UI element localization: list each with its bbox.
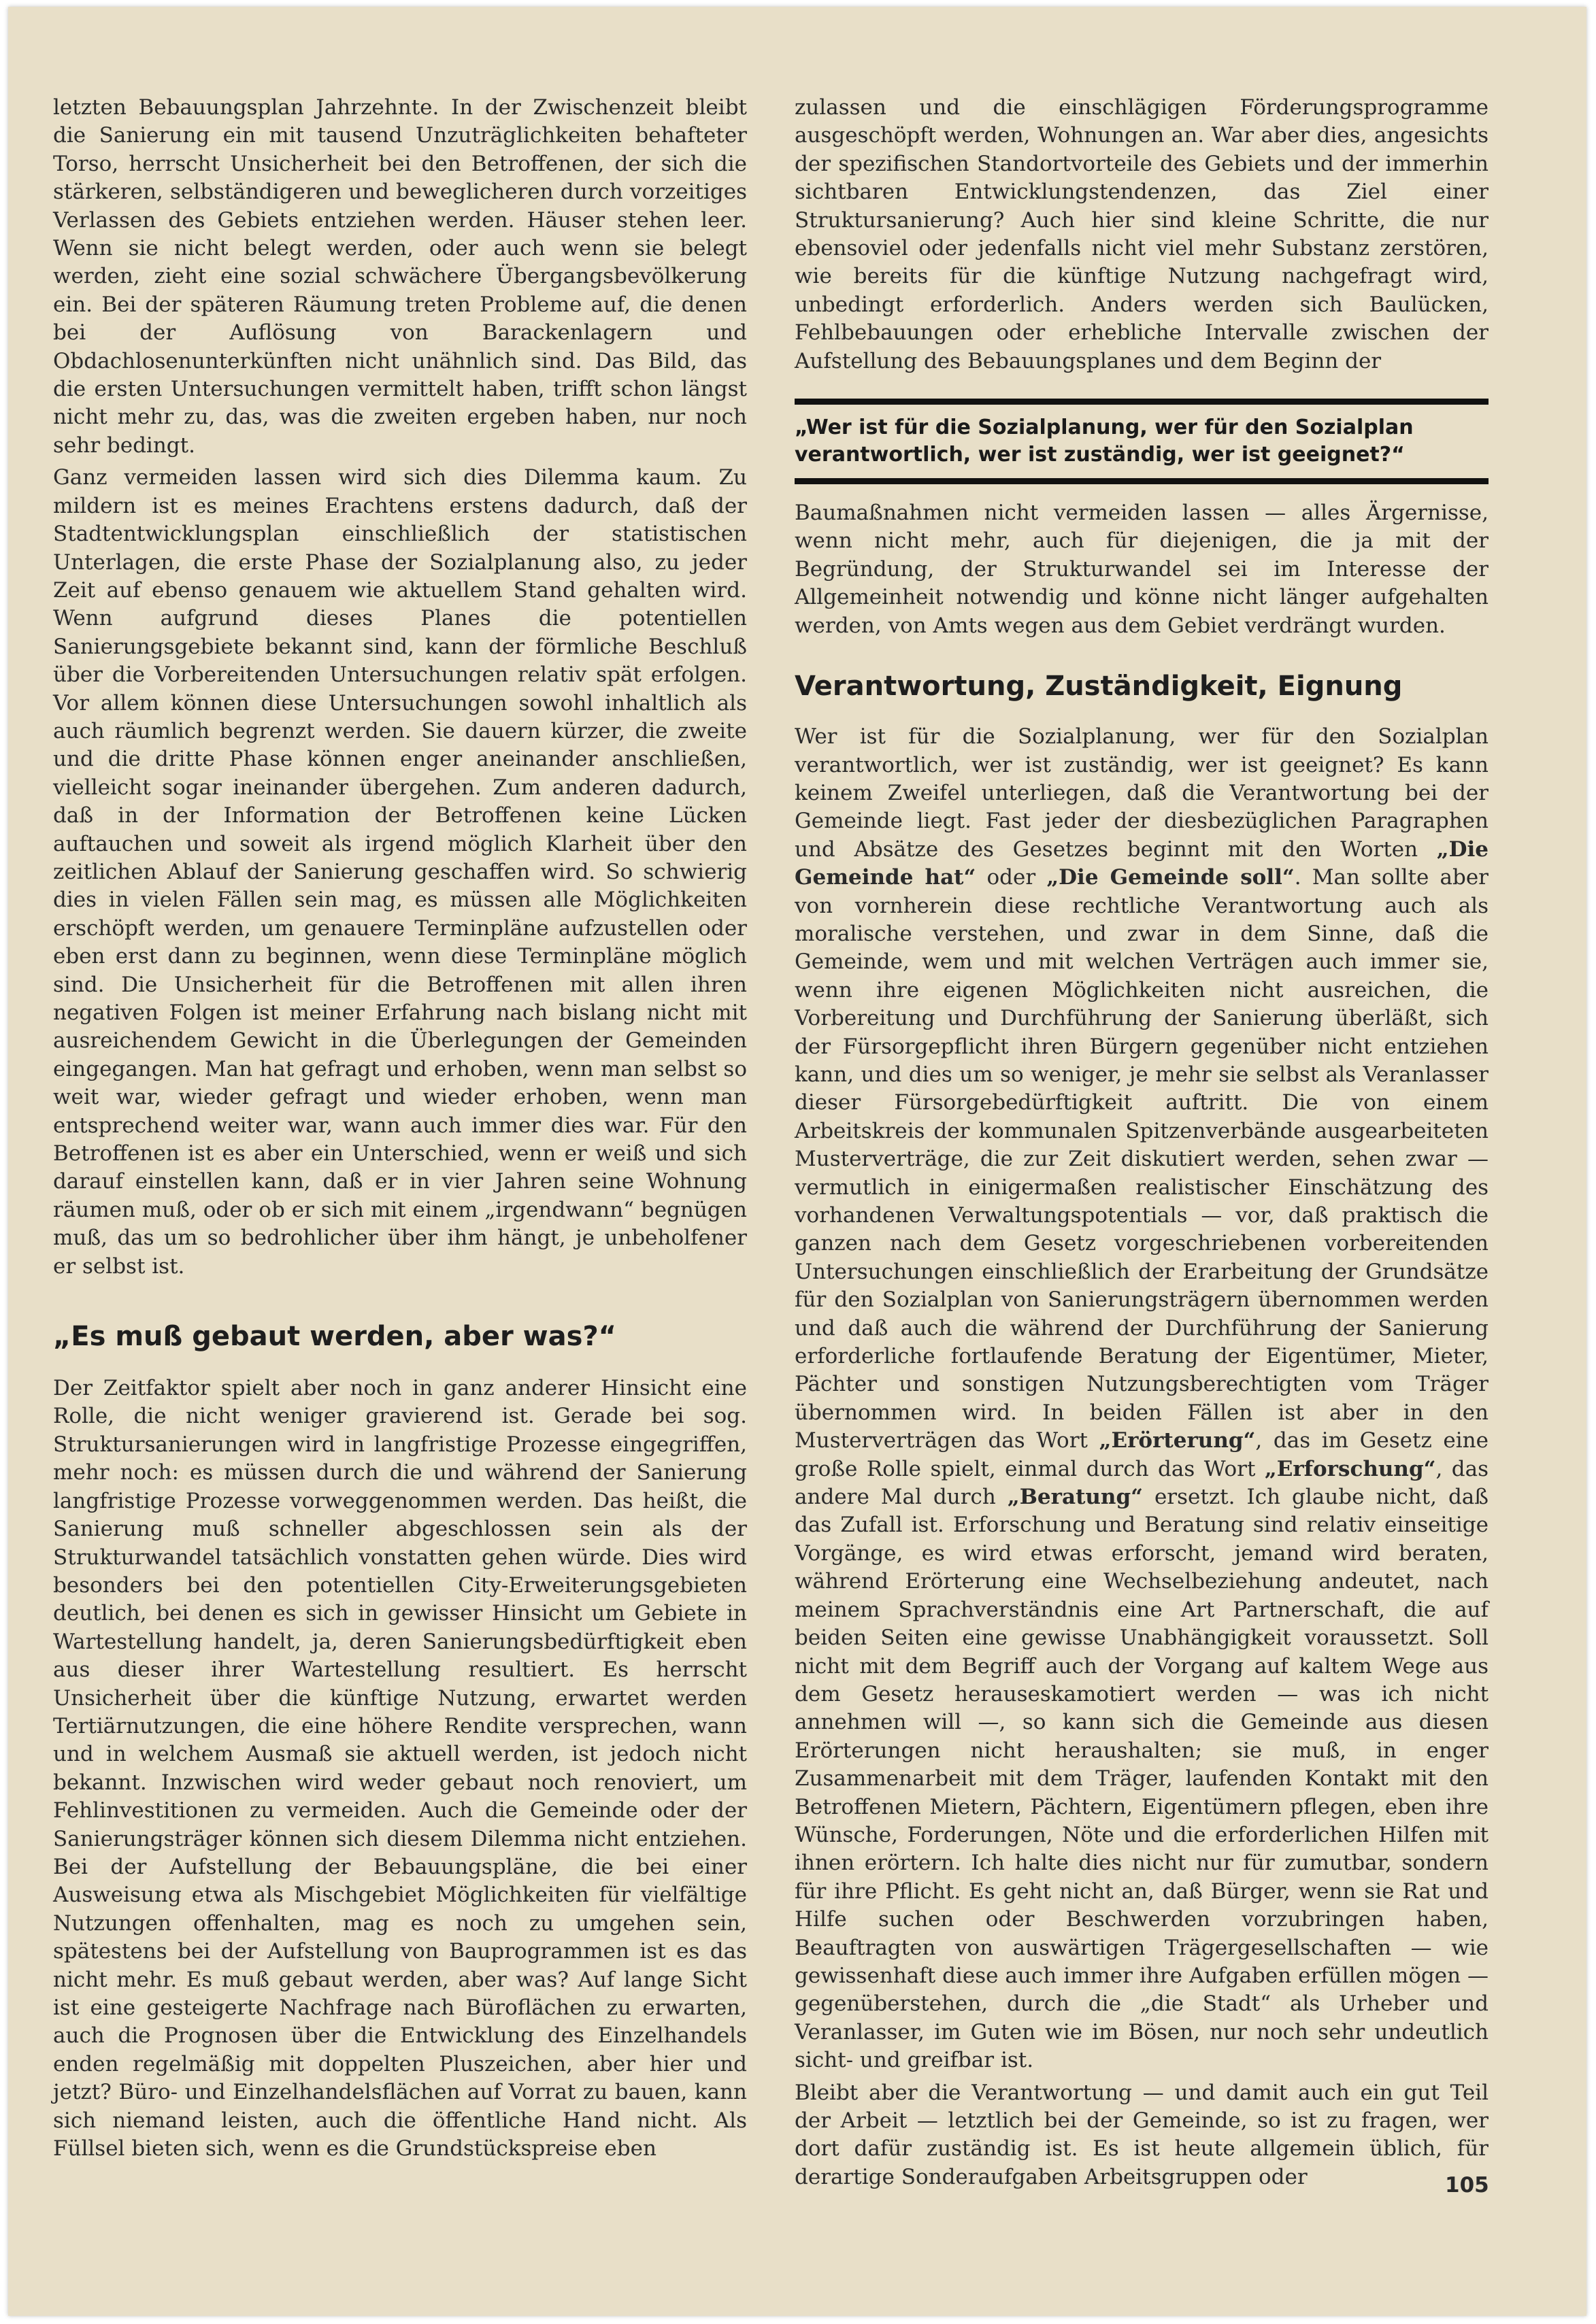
right-column	[795, 94, 1489, 2195]
emphasis-erforschung: „Erforschung“	[1264, 1456, 1436, 1481]
right-paragraph-last: Bleibt aber die Verantwortung — und damit auch ein gut Teil der Arbeit — letztlich bei der Gemeinde, so ist zu fragen, wer dort dafür zuständig ist. Es ist heute allgemein üblich, für derartige Sonderaufgaben Arbeitsgruppen oder	[795, 2080, 1489, 2189]
left-paragraph-3: Der Zeitfaktor spielt aber noch in ganz anderer Hinsicht eine Rolle, die nicht weniger gravierend ist. Gerade bei sog. Struktursanierungen wird in langfristige Prozesse eingegriffen, mehr noch: es müssen durch die und während der Sanierung langfristige Prozesse vorweggenommen werden. Das heißt, die Sanierung muß schneller abgeschlossen sein als der Strukturwandel tatsächlich vonstatten gehen würde. Dies wird besonders bei den potentiellen City-Erweiterungsgebieten deutlich, bei denen es sich in gewisser Hinsicht um Gebiete in Wartestellung handelt, ja, deren Sanierungsbedürftigkeit eben aus dieser ihrer Wartestellung resultiert. Es herrscht Unsicherheit über die künftige Nutzung, erwartet werden Tertiärnutzungen, die eine höhere Rendite versprechen, wann und in welchem Ausmaß sie aktuell werden, ist jedoch nicht bekannt. Inzwischen wird weder gebaut noch renoviert, um Fehlinvestitionen zu vermeiden. Auch die Gemeinde oder der Sanierungsträger können sich diesem Dilemma nicht entziehen. Bei der Aufstellung der Bebauungspläne, die bei einer Ausweisung etwa als Mischgebiet Möglichkeiten für vielfältige Nutzungen offenhalten, mag es noch zu umgehen sein, spätestens bei der Aufstellung von Bauprogrammen ist es das nicht mehr. Es muß gebaut werden, aber was? Auf lange Sicht ist eine gesteigerte Nachfrage nach Büroflächen zu erwarten, auch die Prognosen über die Entwicklung des Einzelhandels enden regelmäßig mit doppelten Pluszeichen, aber hier und jetzt? Büro- und Einzelhandelsflächen auf Vorrat zu bauen, kann sich niemand leisten, auch die öffentliche Hand nicht. Als Füllsel bieten sich, wenn es die Grundstückspreise eben	[53, 1376, 747, 2161]
text-run: . Man sollte aber von vornherein diese rechtliche Verantwortung auch als moralische verstehen, und zwar in dem Sinne, daß die Gemeinde, wem und mit welchen Verträgen auch immer sie, wenn ihre eigenen Möglichkeiten nicht ausreichen, die Vorbereitung und Durchführung der Sanierung überläßt, sich der Fürsorgepflicht ihren Bürgern gegenüber nicht entziehen kann, und dies um so weniger, je mehr sie selbst als Veranlasser dieser Fürsorgebedürftigkeit auftritt. Die von einem Arbeitskreis der kommunalen Spitzenverbände ausgearbeiteten Musterverträge, die zur Zeit diskutiert werden, sehen zwar — vermutlich in einigermaßen realistischer Einschätzung des vorhandenen Verwaltungspotentials — vor, daß praktisch die ganzen nach dem Gesetz vorgeschriebenen vorbereitenden Untersuchungen einschließlich der Erarbeitung der Grundsätze für den Sozialplan von Sanierungsträgern übernommen werden und daß auch die während der Durchführung der Sanierung erforderliche fortlaufende Beratung der Eigentümer, Mieter, Pächter und sonstigen Nutzungsberechtigten vom Träger übernommen wird. In beiden Fällen ist aber in den Musterverträgen das Wort	[795, 865, 1489, 1453]
right-paragraph-verantwortung	[795, 723, 1489, 2075]
right-paragraph-intro: zulassen und die einschlägigen Förderungsprogramme ausgeschöpft werden, Wohnungen an. War aber dies, angesichts der spezifischen Standortvorteile des Gebiets und der immerhin sichtbaren Entwicklungstendenzen, das Ziel einer Struktursanierung? Auch hier sind kleine Schritte, die nur ebensoviel oder jedenfalls nicht viel mehr Substanz zerstören, wie bereits für die künftige Nutzung nachgefragt wird, unbedingt erforderlich. Anders werden sich Baulücken, Fehlbebauungen oder erhebliche Intervalle zwischen der Aufstellung des Bebauungsplanes und dem Beginn der	[795, 95, 1489, 373]
emphasis-beratung: „Beratung“	[1007, 1485, 1143, 1510]
section-heading-verantwortung: Verantwortung, Zuständigkeit, Eignung	[795, 671, 1403, 703]
text-run: ersetzt. Ich glaube nicht, daß das Zufall ist. Erforschung und Beratung sind relativ einseitige Vorgänge, es wird etwas erforscht, jemand wird beraten, während Erörterung eine Wechselbeziehung andeutet, nach meinem Sprachverständnis eine Art Partnerschaft, die auf beiden Seiten eine gewisse Unabhängigkeit voraussetzt. Soll nicht mit dem Begriff auch der Vorgang auf kaltem Wege aus dem Gesetz herauseskamotiert werden — was ich nicht annehmen will —, so kann sich die Gemeinde aus diesen Erörterungen nicht heraushalten; sie muß, in enger Zusammenarbeit mit dem Träger, laufenden Kontakt mit den Betroffenen Mietern, Pächtern, Eigentümern pflegen, eben ihre Wünsche, Forderungen, Nöte und die erforderlichen Hilfen mit ihnen erörtern. Ich halte dies nicht nur für zumutbar, sondern für ihre Pflicht. Es geht nicht an, daß Bürger, wenn sie Rat und Hilfe suchen oder Beschwerden vorzubringen haben, Beauftragten von auswärtigen Trägergesellschaften — wie gewissenhaft diese auch immer ihre Aufgaben erfüllen mögen — gegenüberstehen, durch die „die Stadt“ als Urheber und Veranlasser, im Guten wie im Bösen, nur noch sehr undeutlich sicht- und greifbar ist.	[795, 1485, 1489, 2073]
document-page	[8, 7, 1586, 2316]
left-column	[53, 94, 747, 2167]
page-number: 105	[1445, 2173, 1489, 2197]
left-paragraph-2: Ganz vermeiden lassen wird sich dies Dilemma kaum. Zu mildern ist es meines Erachtens erstens dadurch, daß der Stadtentwicklungsplan einschließlich der statistischen Unterlagen, die erste Phase der Sozialplanung also, zu jeder Zeit auf ebenso genauem wie aktuellem Stand gehalten wird. Wenn aufgrund dieses Planes die potentiellen Sanierungsgebiete bekannt sind, kann der förmliche Beschluß über die Vorbereitenden Untersuchungen relativ spät erfolgen. Vor allem können diese Untersuchungen sowohl inhaltlich als auch räumlich begrenzt werden. Sie dauern kürzer, die zweite und die dritte Phase können enger aneinander anschließen, vielleicht sogar ineinander übergehen. Zum anderen dadurch, daß in der Information der Betroffenen keine Lücken auftauchen und soweit als irgend möglich Klarheit über den zeitlichen Ablauf der Sanierung geschaffen wird. So schwierig dies in vielen Fällen sein mag, es müssen alle Möglichkeiten erschöpft werden, um genauere Terminpläne aufzustellen oder eben erst dann zu beginnen, wenn diese Terminpläne möglich sind. Die Unsicherheit für die Betroffenen mit allen ihren negativen Folgen ist meiner Erfahrung nach bislang nicht mit ausreichendem Gewicht in die Überlegungen der Gemeinden eingegangen. Man hat gefragt und erhoben, wenn man selbst so weit war, wieder gefragt und wieder erhoben, wenn man entsprechend weiter war, wann auch immer dies war. Für den Betroffenen ist es aber ein Unterschied, wenn er weiß und sich darauf einstellen kann, daß er in vier Jahren seine Wohnung räumen muß, oder ob er sich mit einem „irgendwann“ begnügen muß, das um so bedrohlicher über ihm hängt, je unbeholfener er selbst ist.	[53, 465, 747, 1279]
text-run: oder	[976, 865, 1047, 890]
section-heading-es-muss-gebaut-werden: „Es muß gebaut werden, aber was?“	[53, 1321, 616, 1353]
right-paragraph-after-quote: Baumaßnahmen nicht vermeiden lassen — alles Ärgernisse, wenn nicht mehr, auch für diejenigen, die ja mit der Begründung, der Strukturwandel sei im Interesse der Allgemeinheit notwendig und könne nicht länger aufgehalten werden, von Amts wegen aus dem Gebiet verdrängt wurden.	[795, 501, 1489, 638]
left-paragraph-1: letzten Bebauungsplan Jahrzehnte. In der Zwischenzeit bleibt die Sanierung ein mit tausend Unzuträglichkeiten behafteter Torso, herrscht Unsicherheit bei den Betroffenen, der sich die stärkeren, selbständigeren und beweglicheren durch vorzeitiges Verlassen des Gebiets entziehen werden. Häuser stehen leer. Wenn sie nicht belegt werden, oder auch wenn sie belegt werden, zieht eine sozial schwächere Übergangsbevölkerung ein. Bei der späteren Räumung treten Probleme auf, die denen bei der Auflösung von Barackenlagern und Obdachlosenunterkünften nicht unähnlich sind. Das Bild, das die ersten Untersuchungen vermittelt haben, trifft schon längst nicht mehr zu, das, was die zweiten ergeben haben, nur noch sehr bedingt.	[53, 95, 747, 458]
emphasis-die-gemeinde-soll: „Die Gemeinde soll“	[1046, 865, 1295, 890]
text-run: , das im Gesetz eine große Rolle spielt, einmal durch das Wort	[795, 1428, 1489, 1481]
emphasis-eroerterung: „Erörterung“	[1099, 1428, 1256, 1453]
pull-quote-text: „Wer ist für die Sozialplanung, wer für den Sozialplan verantwortlich, wer ist zuständig, wer ist geeignet?“	[795, 416, 1414, 467]
pull-quote-bottom-rule	[795, 478, 1489, 484]
pull-quote-top-rule	[795, 399, 1489, 405]
emphasis-die-gemeinde-hat: „Die Gemeinde hat“	[795, 837, 1489, 890]
text-run: , das andere Mal durch	[795, 1456, 1489, 1510]
text-run: Wer ist für die Sozialplanung, wer für den Sozialplan verantwortlich, wer ist zuständig, wer ist geeignet? Es kann keinem Zweifel unterliegen, daß die Verantwortung bei der Gemeinde liegt. Fast jeder der diesbezüglichen Paragraphen und Absätze des Gesetzes beginnt mit den Worten	[795, 724, 1489, 862]
pull-quote	[795, 399, 1489, 484]
